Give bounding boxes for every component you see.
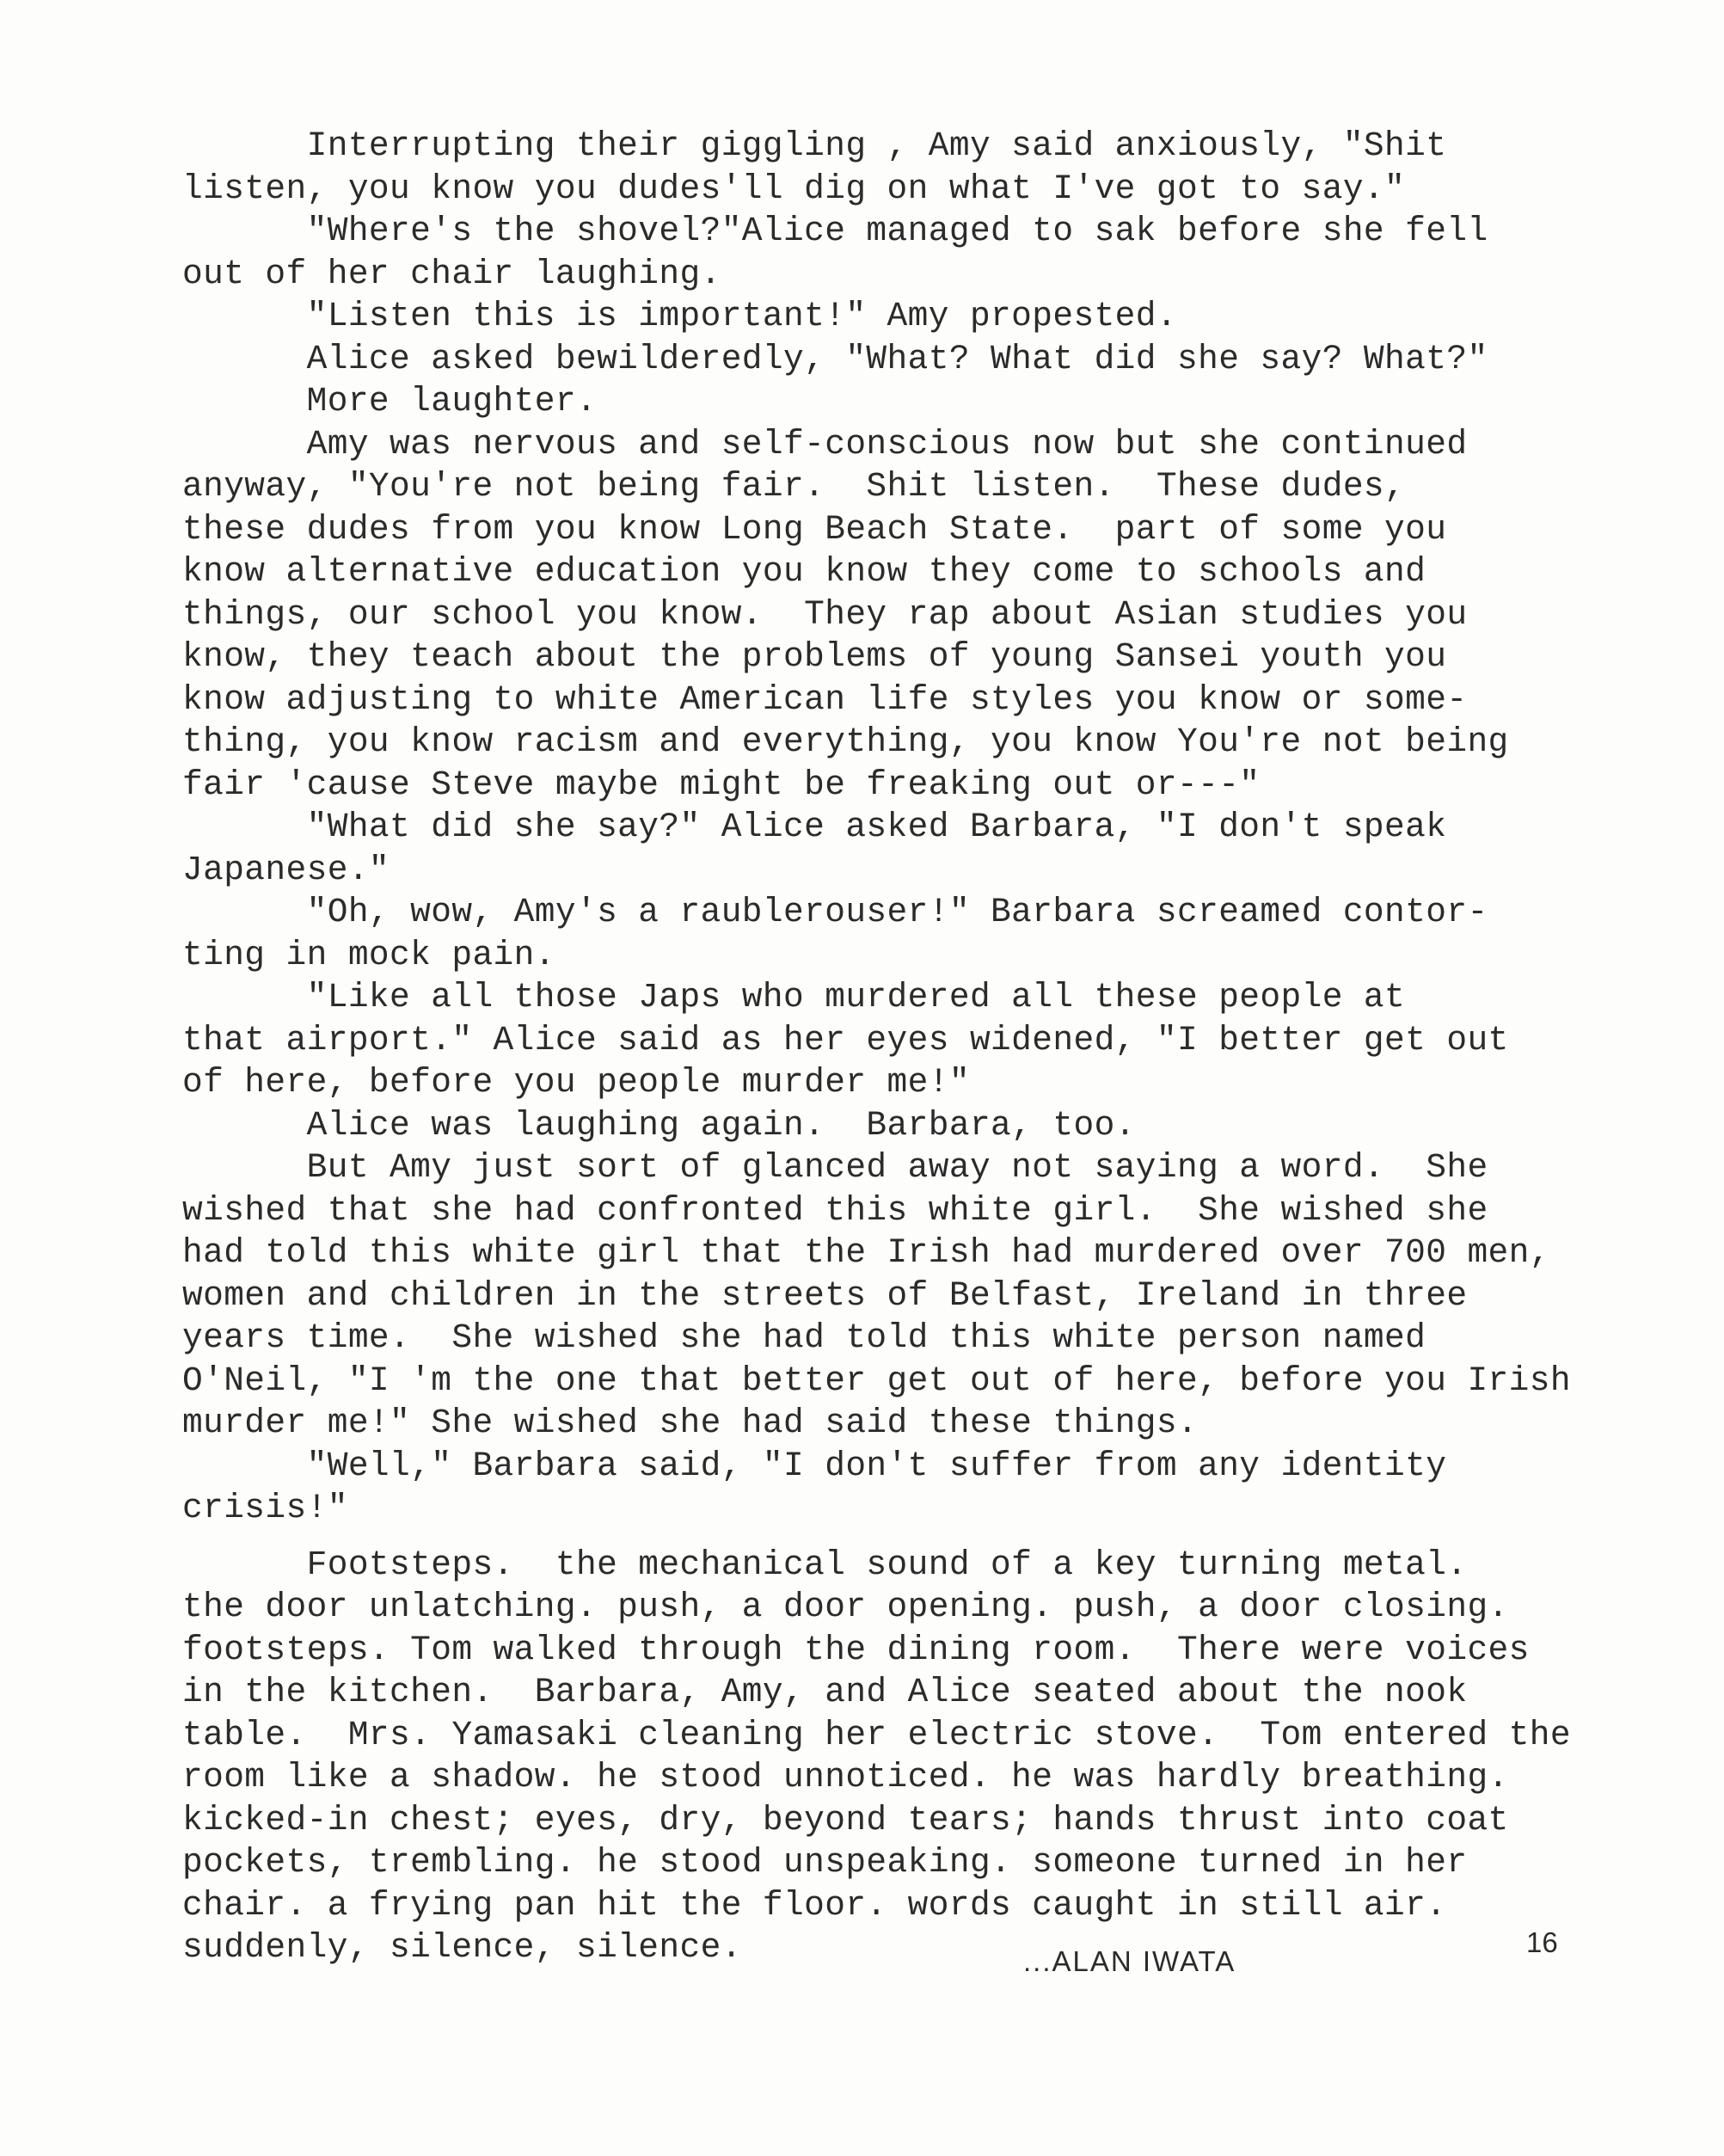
text-line: ting in mock pain.	[182, 935, 555, 974]
text-line: listen, you know you dudes'll dig on what I've got to say."	[182, 169, 1406, 208]
text-line: crisis!"	[182, 1489, 348, 1527]
text-line: women and children in the streets of Belfast, Ireland in three	[182, 1275, 1468, 1315]
text-line: kicked-in chest; eyes, dry, beyond tears; hands thrust into coat	[182, 1800, 1509, 1840]
text-line: fair 'cause Steve maybe might be freaking out or---"	[182, 765, 1261, 804]
text-line: "What did she say?" Alice asked Barbara, "I don't speak	[182, 808, 1447, 846]
text-line: of here, before you people murder me!"	[182, 1063, 970, 1102]
text-line: table. Mrs. Yamasaki cleaning her electric stove. Tom entered the	[182, 1715, 1571, 1754]
text-line: More laughter.	[182, 382, 598, 421]
text-line: "Where's the shovel?"Alice managed to sak before she fell	[182, 212, 1488, 250]
text-line: O'Neil, "I 'm the one that better get out of here, before you Irish	[182, 1361, 1571, 1400]
text-line: things, our school you know. They rap about Asian studies you	[182, 594, 1468, 634]
text-line: room like a shadow. he stood unnoticed. he was hardly breathing.	[182, 1758, 1509, 1797]
text-line: Footsteps. the mechanical sound of a key turning metal.	[182, 1545, 1468, 1584]
text-line: the door unlatching. push, a door opening. push, a door closing.	[182, 1588, 1509, 1626]
text-line: suddenly, silence, silence.	[182, 1928, 742, 1967]
text-line: know alternative education you know they come to schools and	[182, 552, 1426, 591]
text-line: know, they teach about the problems of young Sansei youth you	[182, 637, 1447, 676]
text-line: Japanese."	[182, 850, 390, 889]
text-line: thing, you know racism and everything, you know You're not being	[182, 722, 1509, 761]
text-line: chair. a frying pan hit the floor. words caught in still air.	[182, 1885, 1447, 1925]
text-line: Alice asked bewilderedly, "What? What did she say? What?"	[182, 339, 1488, 378]
text-line: know adjusting to white American life styles you know or some-	[182, 679, 1468, 719]
text-line: pockets, trembling. he stood unspeaking. someone turned in her	[182, 1843, 1468, 1882]
text-line: "Well," Barbara said, "I don't suffer from any identity	[182, 1446, 1447, 1485]
text-line: Amy was nervous and self-conscious now but she continued	[182, 424, 1468, 464]
text-line: Alice was laughing again. Barbara, too.	[182, 1105, 1136, 1145]
text-line: murder me!" She wished she had said these things.	[182, 1404, 1199, 1442]
text-line: out of her chair laughing.	[182, 254, 721, 293]
paragraph-gap	[182, 1530, 1610, 1544]
author-byline: ...ALAN IWATA	[1023, 1945, 1236, 1977]
text-line: footsteps. Tom walked through the dining room. There were voices	[182, 1630, 1530, 1669]
text-line: that airport." Alice said as her eyes widened, "I better get out	[182, 1020, 1509, 1060]
text-line: But Amy just sort of glanced away not saying a word. She	[182, 1148, 1488, 1187]
text-line: in the kitchen. Barbara, Amy, and Alice seated about the nook	[182, 1673, 1468, 1711]
text-line: anyway, "You're not being fair. Shit listen. These dudes,	[182, 467, 1406, 506]
text-line: these dudes from you know Long Beach State. part of some you	[182, 509, 1447, 549]
text-line: wished that she had confronted this white girl. She wished she	[182, 1190, 1488, 1230]
text-line: "Listen this is important!" Amy propested.	[182, 297, 1177, 335]
page-number: 16	[1526, 1926, 1558, 1958]
text-line: years time. She wished she had told this white person named	[182, 1318, 1426, 1357]
text-line: "Oh, wow, Amy's a raublerouser!" Barbara screamed contor-	[182, 893, 1488, 931]
text-line: Interrupting their giggling , Amy said anxiously, "Shit	[182, 126, 1447, 165]
text-line: "Like all those Japs who murdered all these people at	[182, 978, 1406, 1017]
story-text	[182, 125, 1610, 1969]
text-line: had told this white girl that the Irish had murdered over 700 men,	[182, 1233, 1550, 1272]
